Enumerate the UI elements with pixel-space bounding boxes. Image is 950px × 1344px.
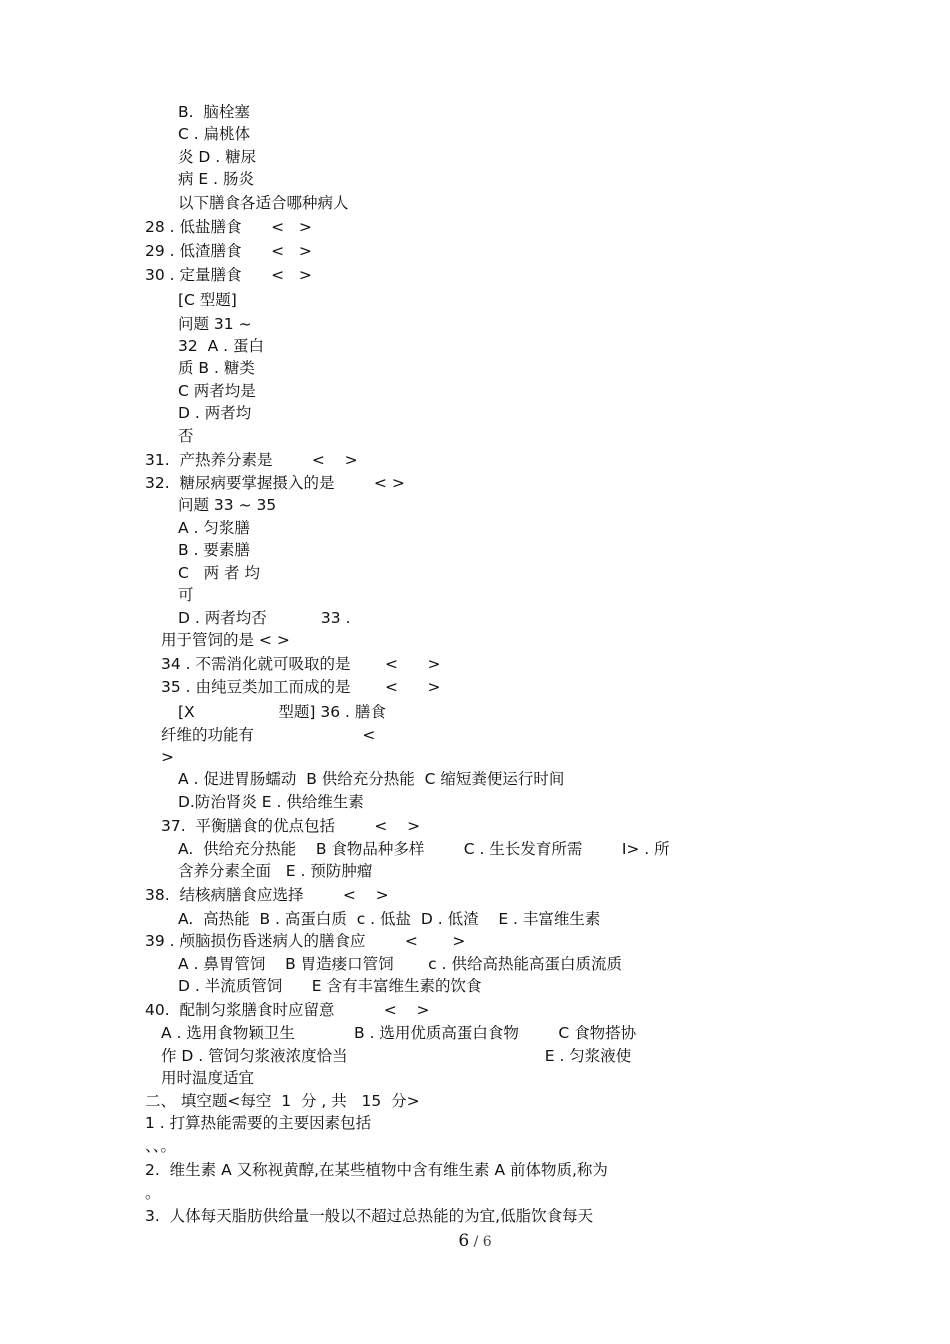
text-line: C 两 者 均 xyxy=(178,564,260,582)
text-line: 、、。 xyxy=(145,1137,177,1155)
text-line: A . 匀浆膳 xyxy=(178,519,250,537)
option-line: A. 供给充分热能 B 食物品种多样 C . 生长发育所需 I> . 所 xyxy=(178,840,670,858)
question-line: 31. 产热养分素是 < > xyxy=(145,451,358,469)
page-number xyxy=(0,1231,950,1251)
text-line: 炎 D . 糖尿 xyxy=(178,148,257,166)
section-label: [C 型题] xyxy=(178,291,237,309)
question-line: 2. 维生素 A 又称视黄醇,在某些植物中含有维生素 A 前体物质,称为 xyxy=(145,1161,608,1179)
option-line: 含养分素全面 E . 预防肿瘤 xyxy=(178,862,373,880)
question-line: 30 . 定量膳食 < > xyxy=(145,266,312,284)
text-line: C 两者均是 xyxy=(178,382,256,400)
option-line: A . 选用食物颖卫生 B . 选用优质高蛋白食物 C 食物搭协 xyxy=(161,1024,637,1042)
question-line: 用于管饲的是 < > xyxy=(161,631,290,649)
question-line: 37. 平衡膳食的优点包括 < > xyxy=(161,817,421,835)
option-line: A. 高热能 B . 高蛋白质 c . 低盐 D . 低渣 E . 丰富维生素 xyxy=(178,910,601,928)
question-line: 35 . 由纯豆类加工而成的是 < > xyxy=(161,678,441,696)
text-line: D . 两者均 xyxy=(178,404,252,422)
question-line: 40. 配制匀浆膳食时应留意 < > xyxy=(145,1001,430,1019)
question-line: 34 . 不需消化就可吸取的是 < > xyxy=(161,655,441,673)
option-line: D . 半流质管饲 E 含有丰富维生素的饮食 xyxy=(178,977,482,995)
text-line: B . 要素膳 xyxy=(178,541,250,559)
question-line: 39 . 颅脑损伤昏迷病人的膳食应 < > xyxy=(145,932,466,950)
text-line: D . 两者均否 33 . xyxy=(178,609,351,627)
question-line: 1 . 打算热能需要的主要因素包括 xyxy=(145,1114,372,1132)
page-total: 6 xyxy=(482,1234,492,1250)
option-line: A . 促进胃肠蠕动 B 供给充分热能 C 缩短粪便运行时间 xyxy=(178,770,565,788)
text-line: 可 xyxy=(178,586,194,604)
text-line: B. 脑栓塞 xyxy=(178,103,250,121)
text-line: 以下膳食各适合哪种病人 xyxy=(178,194,349,212)
option-line: 用时温度适宜 xyxy=(161,1069,255,1087)
text-line: 质 B . 糖类 xyxy=(178,359,255,377)
text-line: 病 E . 肠炎 xyxy=(178,170,255,188)
section-heading: 二、 填空题<每空 1 分 , 共 15 分> xyxy=(145,1092,420,1110)
text-line: C . 扁桃体 xyxy=(178,125,251,143)
question-line: 38. 结核病膳食应选择 < > xyxy=(145,886,389,904)
page-separator: / xyxy=(469,1234,483,1250)
question-line: 29 . 低渣膳食 < > xyxy=(145,242,312,260)
question-line: 28 . 低盐膳食 < > xyxy=(145,218,312,236)
text-line: 32 A . 蛋白 xyxy=(178,337,264,355)
question-line: 3. 人体每天脂肪供给量一般以不超过总热能的为宜,低脂饮食每天 xyxy=(145,1207,594,1225)
option-line: 作 D . 管饲匀浆液浓度恰当 E . 匀浆液使 xyxy=(161,1047,632,1065)
text-line: 问题 33 ~ 35 xyxy=(178,496,277,514)
question-line: 纤维的功能有 < xyxy=(161,726,376,744)
section-label: [X 型题] 36 . 膳食 xyxy=(178,703,386,721)
question-line: 32. 糖尿病要掌握摄入的是 < > xyxy=(145,474,405,492)
text-line: > xyxy=(161,748,174,766)
option-line: A . 鼻胃管饲 B 胃造瘘口管饲 c . 供给高热能高蛋白质流质 xyxy=(178,955,622,973)
text-line: 否 xyxy=(178,427,194,445)
text-line: 。 xyxy=(145,1184,161,1202)
option-line: D.防治肾炎 E . 供给维生素 xyxy=(178,793,364,811)
text-line: 问题 31 ~ xyxy=(178,315,252,333)
page-current: 6 xyxy=(458,1231,470,1251)
